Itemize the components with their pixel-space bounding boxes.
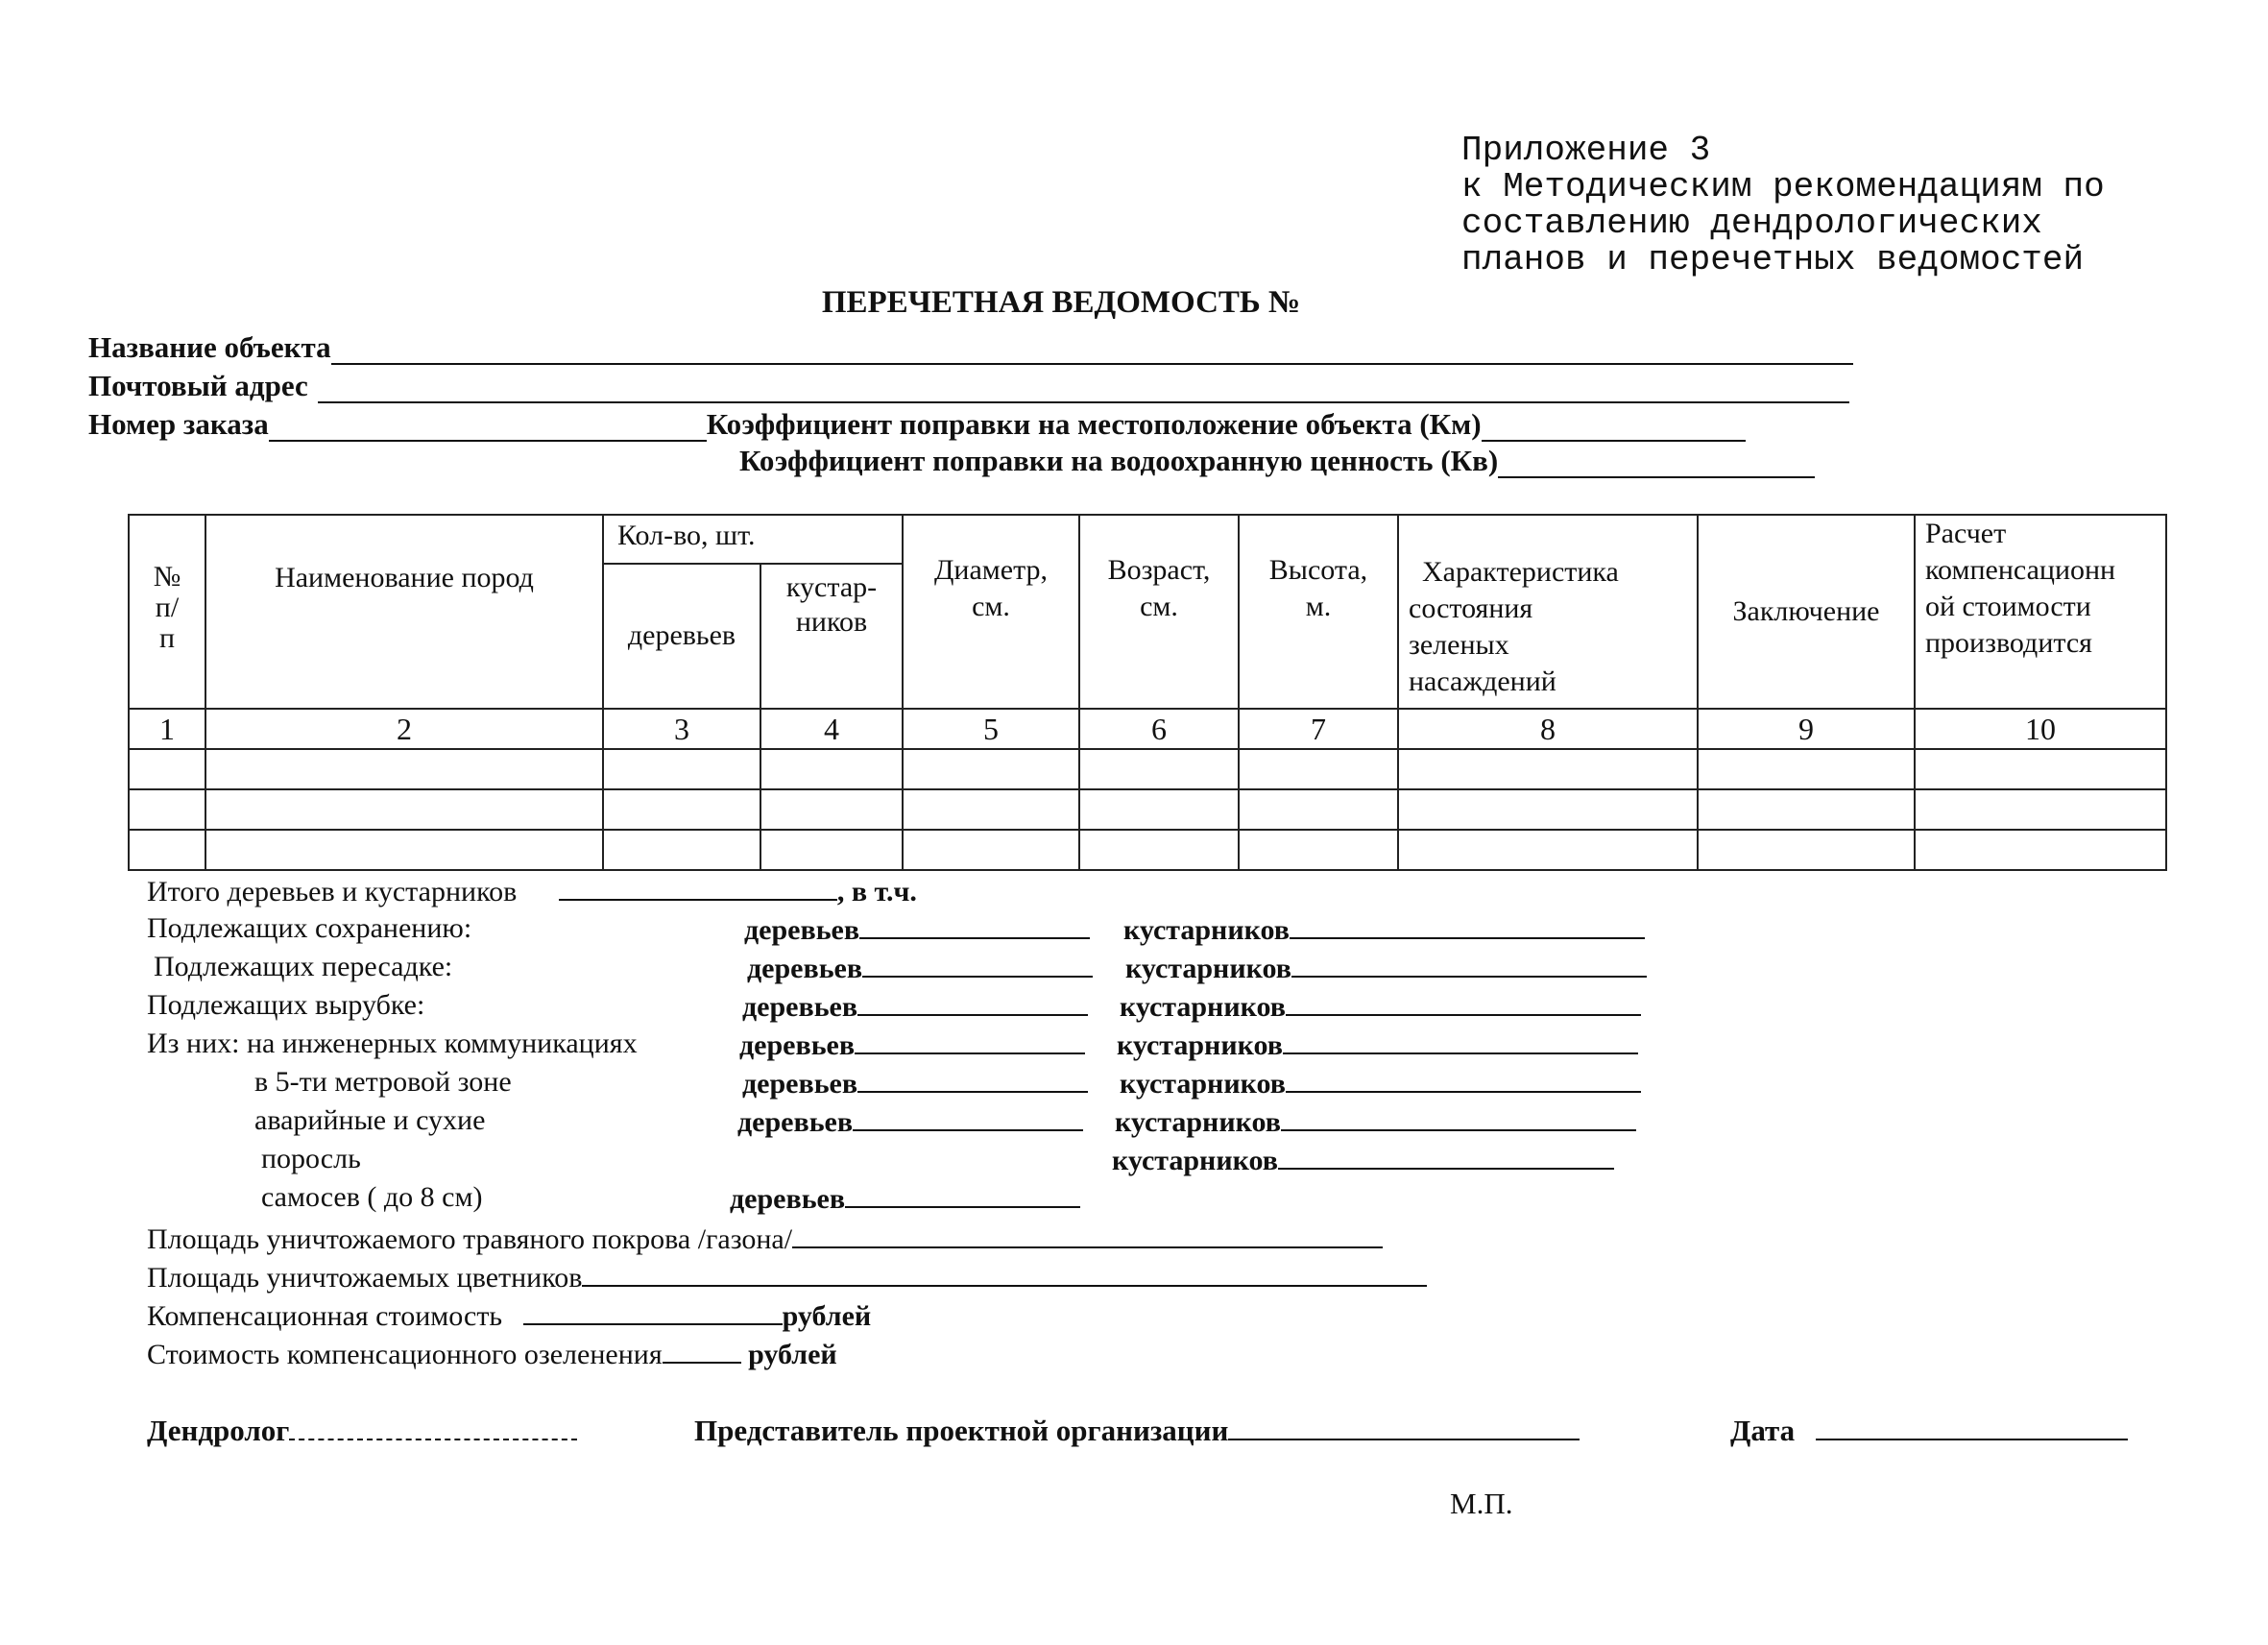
order-number-line[interactable] [269, 411, 707, 442]
col-number: 1 [129, 709, 205, 749]
col-condition-header [1398, 515, 1698, 709]
table-cell[interactable] [1239, 789, 1398, 830]
table-cell[interactable] [1398, 830, 1698, 870]
shrubs-line[interactable] [1291, 951, 1647, 978]
representative-label: Представитель проектной организации [694, 1414, 1229, 1447]
transplant-shrubs[interactable] [1125, 951, 1647, 985]
engineering-shrubs[interactable] [1117, 1028, 1638, 1062]
comp-cost-label: Компенсационная стоимость [147, 1300, 503, 1332]
col-num-line: п [158, 622, 176, 654]
total-label: Итого деревьев и кустарников [147, 876, 518, 907]
emergency-shrubs[interactable] [1115, 1104, 1636, 1139]
col-name-header: Наименование пород [205, 515, 603, 709]
table-cell[interactable] [760, 830, 903, 870]
shrubs-line[interactable] [1286, 1066, 1641, 1093]
postal-address-label: Почтовый адрес [88, 369, 308, 402]
comp-cost-unit: рублей [782, 1300, 872, 1332]
date-line[interactable] [1816, 1414, 2128, 1440]
stamp-place: М.П. [1450, 1487, 1513, 1520]
kv-line[interactable] [1498, 448, 1815, 478]
table-cell[interactable] [1915, 749, 2166, 789]
of-them-label: Из них: на инженерных коммуникациях [147, 1028, 638, 1059]
col-num-line: № [153, 561, 181, 593]
table-cell[interactable] [603, 830, 760, 870]
comp-greening-field[interactable] [147, 1337, 837, 1371]
preserve-label: Подлежащих сохранению: [147, 912, 472, 944]
table-cell[interactable] [129, 749, 205, 789]
col-number: 6 [1079, 709, 1239, 749]
col-age-header [1079, 515, 1239, 709]
col-qty-header: Кол-во, шт. [603, 515, 903, 564]
col-number: 5 [903, 709, 1079, 749]
table-cell[interactable] [205, 749, 603, 789]
table-cell[interactable] [1915, 830, 2166, 870]
col-number: 8 [1398, 709, 1698, 749]
object-name-field[interactable] [88, 327, 1853, 365]
order-number-field[interactable] [88, 403, 1746, 442]
col-number: 10 [1915, 709, 2166, 749]
col-shrubs-line: ников [795, 605, 868, 638]
table-row[interactable] [129, 789, 2166, 830]
flower-area-field[interactable] [147, 1260, 1427, 1294]
cut-label: Подлежащих вырубке: [147, 989, 425, 1021]
table-cell[interactable] [603, 789, 760, 830]
table-cell[interactable] [760, 789, 903, 830]
comp-greening-unit: рублей [748, 1339, 837, 1370]
shrubs-line[interactable] [1286, 989, 1641, 1016]
lawn-area-field[interactable] [147, 1222, 1383, 1256]
trees-label: деревьев [742, 991, 858, 1023]
col-age-line: см. [1140, 591, 1178, 622]
col-compensation-line: Расчет [1925, 518, 2007, 549]
col-condition-line: Характеристика [1422, 556, 1619, 588]
col-height-header [1239, 515, 1398, 709]
col-height-line: м. [1305, 591, 1332, 622]
zone-label: в 5-ти метровой зоне [254, 1066, 512, 1098]
flower-area-line[interactable] [582, 1260, 1427, 1287]
table-header-row [129, 515, 2166, 564]
selfseed-label: самосев ( до 8 см) [261, 1181, 483, 1213]
shrubs-label: кустарников [1125, 953, 1291, 984]
cut-trees[interactable] [742, 989, 1088, 1024]
comp-cost-line[interactable] [523, 1298, 783, 1325]
total-row[interactable] [147, 874, 917, 908]
shrubs-line[interactable] [1281, 1104, 1636, 1131]
table-cell[interactable] [1239, 830, 1398, 870]
transplant-label: Подлежащих пересадке: [154, 951, 453, 982]
trees-line[interactable] [859, 912, 1090, 939]
shrubs-line[interactable] [1283, 1028, 1638, 1054]
trees-label: деревьев [742, 1068, 858, 1100]
order-number-label: Номер заказа [88, 407, 269, 441]
col-compensation-header [1915, 515, 2166, 709]
preserve-shrubs[interactable] [1123, 912, 1645, 947]
col-num-line: п/ [155, 592, 180, 623]
table-cell[interactable] [1398, 749, 1698, 789]
km-line[interactable] [1482, 411, 1746, 442]
shrubs-line[interactable] [1290, 912, 1645, 939]
dendrologist-label: Дендролог [147, 1414, 290, 1447]
table-cell[interactable] [205, 830, 603, 870]
appendix-line: к Методическим рекомендациям по [1461, 167, 2105, 206]
trees-line[interactable] [855, 1028, 1085, 1054]
transplant-trees[interactable] [747, 951, 1093, 985]
table-cell[interactable] [1079, 749, 1239, 789]
undergrowth-label: поросль [261, 1143, 361, 1174]
selfseed-trees[interactable] [730, 1181, 1080, 1216]
col-height-line: Высота, [1268, 554, 1368, 586]
col-number: 7 [1239, 709, 1398, 749]
lawn-area-label: Площадь уничтожаемого травяного покрова /газона/ [147, 1223, 793, 1255]
table-cell[interactable] [1079, 789, 1239, 830]
col-condition-line: состояния [1409, 593, 1533, 624]
col-number: 4 [760, 709, 903, 749]
date-field[interactable] [1730, 1414, 2128, 1448]
undergrowth-shrubs[interactable] [1112, 1143, 1614, 1177]
postal-address-field[interactable] [88, 365, 1849, 403]
shrubs-label: кустарников [1115, 1106, 1281, 1138]
shrubs-label: кустарников [1120, 991, 1286, 1023]
object-name-label: Название объекта [88, 330, 331, 364]
table-cell[interactable] [603, 749, 760, 789]
table-cell[interactable] [205, 789, 603, 830]
trees-label: деревьев [744, 914, 860, 946]
col-number: 3 [603, 709, 760, 749]
appendix-line: Приложение 3 [1461, 131, 1711, 170]
table-cell[interactable] [1915, 789, 2166, 830]
trees-label: деревьев [737, 1106, 854, 1138]
comp-greening-line[interactable] [663, 1337, 741, 1364]
shrubs-label: кустарников [1120, 1068, 1286, 1100]
table-cell[interactable] [1239, 749, 1398, 789]
appendix-line: составлению дендрологических [1461, 204, 2042, 243]
col-compensation-line: ой стоимости [1925, 591, 2091, 622]
kv-field[interactable] [739, 440, 1815, 478]
col-diameter-header [903, 515, 1079, 709]
col-condition-line: зеленых [1409, 629, 1509, 661]
shrubs-label: кустарников [1117, 1029, 1283, 1061]
kv-label: Коэффициент поправки на водоохранную ценность (Кв) [739, 444, 1499, 477]
col-compensation-line: компенсационн [1925, 554, 2116, 586]
table-row[interactable] [129, 749, 2166, 789]
dendrologist-field[interactable] [147, 1414, 577, 1448]
table-cell[interactable] [1398, 789, 1698, 830]
engineering-trees[interactable] [739, 1028, 1085, 1062]
col-shrubs-header [760, 564, 903, 710]
trees-line[interactable] [853, 1104, 1083, 1131]
lawn-area-line[interactable] [792, 1222, 1383, 1248]
table-row[interactable] [129, 830, 2166, 870]
table-cell[interactable] [1698, 789, 1915, 830]
trees-label: деревьев [730, 1183, 846, 1215]
col-shrubs-line: кустар- [785, 570, 878, 603]
appendix-line: планов и перечетных ведомостей [1461, 240, 2085, 279]
trees-label: деревьев [747, 953, 863, 984]
table-cell[interactable] [129, 789, 205, 830]
col-diameter-line: см. [972, 591, 1010, 622]
trees-line[interactable] [857, 989, 1088, 1016]
shrubs-label: кустарников [1123, 914, 1290, 946]
col-number: 2 [205, 709, 603, 749]
emergency-trees[interactable] [737, 1104, 1083, 1139]
zone-trees[interactable] [742, 1066, 1088, 1101]
document-title: ПЕРЕЧЕТНАЯ ВЕДОМОСТЬ № [821, 285, 1301, 320]
shrubs-label: кустарников [1112, 1145, 1278, 1176]
total-line[interactable] [559, 874, 837, 901]
survey-table [128, 514, 2167, 871]
representative-field[interactable] [694, 1414, 1580, 1448]
comp-greening-label: Стоимость компенсационного озеленения [147, 1339, 663, 1370]
preserve-trees[interactable] [744, 912, 1090, 947]
col-num-header [129, 515, 205, 709]
flower-area-label: Площадь уничтожаемых цветников [147, 1262, 583, 1294]
date-label: Дата [1730, 1414, 1796, 1447]
trees-line[interactable] [845, 1181, 1080, 1208]
table-cell[interactable] [1079, 830, 1239, 870]
table-cell[interactable] [1698, 749, 1915, 789]
col-diameter-line: Диаметр, [933, 554, 1049, 586]
col-trees-header: деревьев [603, 564, 760, 710]
cut-shrubs[interactable] [1120, 989, 1641, 1024]
table-cell[interactable] [903, 749, 1079, 789]
emergency-label: аварийные и сухие [254, 1104, 486, 1136]
representative-line[interactable] [1228, 1414, 1580, 1440]
table-cell[interactable] [760, 749, 903, 789]
col-conclusion-header: Заключение [1698, 515, 1915, 709]
table-cell[interactable] [903, 789, 1079, 830]
km-label: Коэффициент поправки на местоположение объекта (Км) [706, 407, 1482, 441]
zone-shrubs[interactable] [1120, 1066, 1641, 1101]
comp-cost-field[interactable] [147, 1298, 871, 1333]
appendix-note [1461, 133, 2105, 278]
postal-address-line[interactable] [318, 373, 1849, 403]
col-condition-line: насаждений [1409, 665, 1556, 697]
col-age-line: Возраст, [1107, 554, 1211, 586]
shrubs-line[interactable] [1278, 1143, 1614, 1170]
table-cell[interactable] [1698, 830, 1915, 870]
total-suffix: , в т.ч. [836, 876, 917, 907]
dendrologist-line[interactable] [289, 1414, 577, 1440]
trees-line[interactable] [862, 951, 1093, 978]
col-compensation-line: производится [1925, 627, 2092, 659]
trees-label: деревьев [739, 1029, 856, 1061]
table-cell[interactable] [903, 830, 1079, 870]
trees-line[interactable] [857, 1066, 1088, 1093]
table-cell[interactable] [129, 830, 205, 870]
col-number: 9 [1698, 709, 1915, 749]
column-number-row [129, 709, 2166, 749]
object-name-line[interactable] [331, 334, 1853, 365]
